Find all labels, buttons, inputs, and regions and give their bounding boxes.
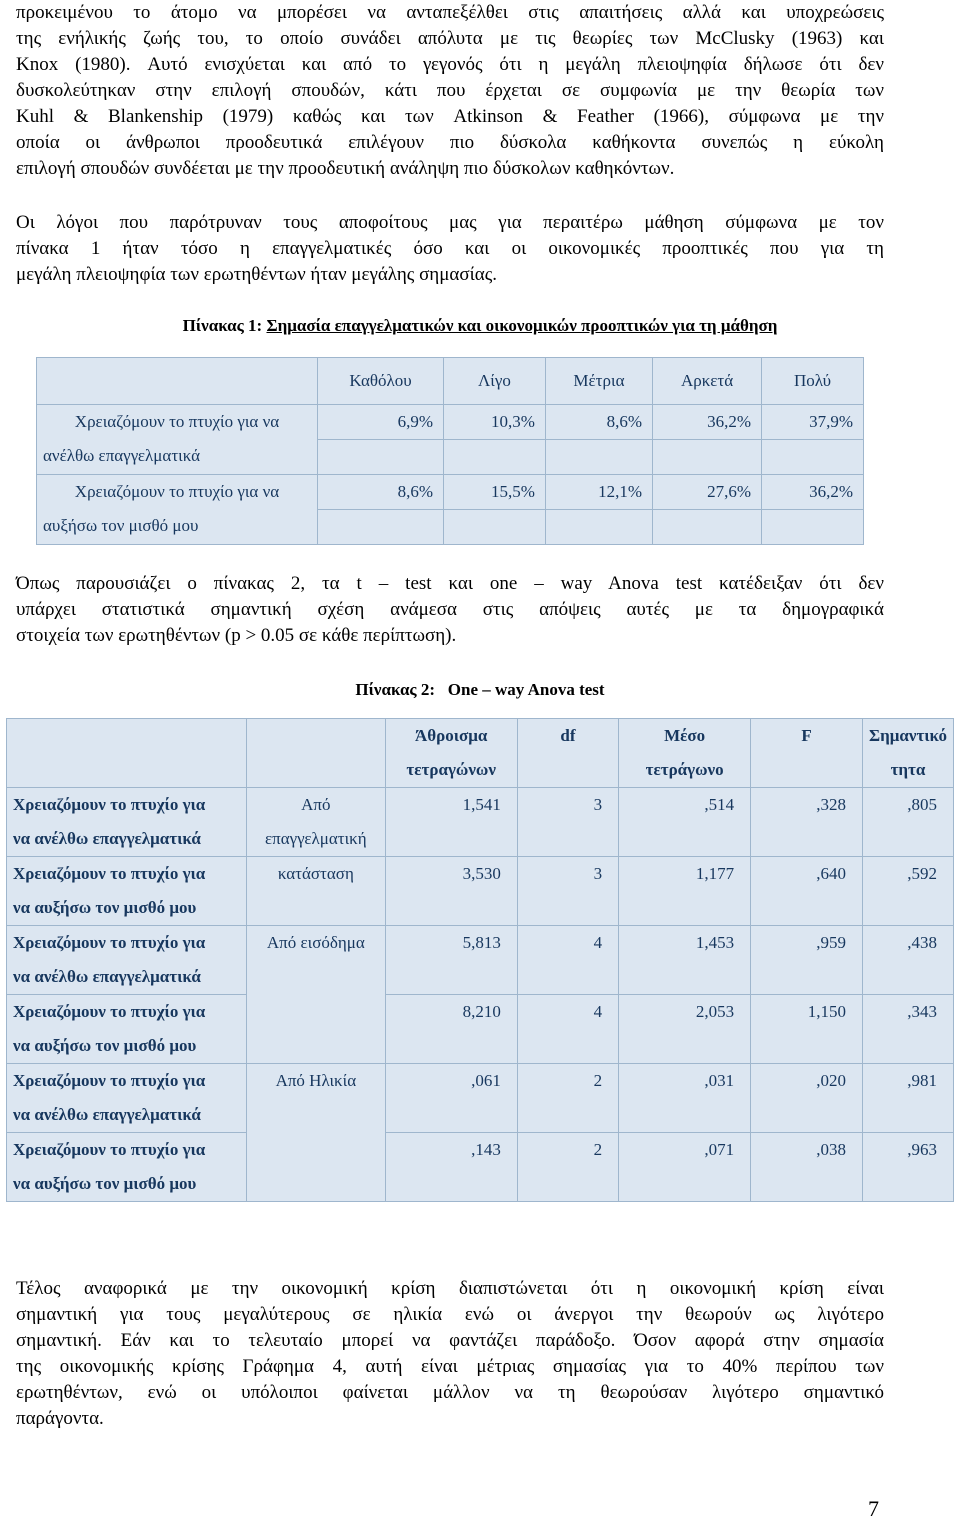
value-cell: ,020: [751, 1064, 863, 1133]
empty-cell: [545, 440, 652, 475]
value-cell: ,963: [862, 1133, 953, 1202]
empty-cell: [762, 510, 864, 545]
header-cell: Καθόλου: [318, 358, 444, 405]
table-row: [7, 788, 954, 857]
row-label: [37, 475, 318, 545]
text-line: στοιχεία των ερωτηθέντων (p > 0.05 σε κάθε περίπτωση).: [16, 625, 457, 646]
header-empty-cell: [7, 719, 247, 788]
value-cell: ,328: [751, 788, 863, 857]
empty-cell: [318, 440, 444, 475]
text-line: προκειμένου το άτομο να μπορέσει να ανταπεξέλθει στις απαιτήσεις αλλά και υποχρεώσεις: [16, 2, 884, 23]
value-cell: 1,177: [619, 857, 751, 926]
text-line: Knox (1980). Αυτό ενισχύεται και από το γεγονός ότι η μεγάλη πλειοψηφία δήλωσε ότι δεν: [16, 54, 884, 75]
row-label-line: να ανέλθω επαγγελματικά: [13, 829, 201, 848]
row-label-line: να αυξήσω τον μισθό μου: [13, 898, 197, 917]
text-line: πίνακα 1 ήταν τόσο η επαγγελματικές όσο και οι οικονομικές προοπτικές που για τη: [16, 238, 884, 259]
value-cell: ,071: [619, 1133, 751, 1202]
text-line: της οικονομικής κρίσης Γράφημα 4, αυτή είναι μέτριας σημασίας για το 40% περίπου των: [16, 1356, 884, 1377]
value-cell: 3: [517, 857, 618, 926]
page-number: 7: [868, 1496, 879, 1521]
row-label: [7, 995, 247, 1064]
row-label-line: Χρειαζόμουν το πτυχίο για: [13, 1002, 206, 1021]
header-empty-cell: [247, 719, 385, 788]
row-label-line: Χρειαζόμουν το πτυχίο για: [13, 795, 206, 814]
table-2-caption: [0, 680, 960, 700]
table-row: [7, 926, 954, 995]
text-line: οποία οι άνθρωποι προοδευτικά επιλέγουν πιο δύσκολα καθήκοντα συνεπώς η εύκολη: [16, 132, 884, 153]
row-label-line: αυξήσω τον μισθό μου: [43, 516, 199, 535]
value-cell: ,592: [862, 857, 953, 926]
group-label-age: Από Ηλικία: [247, 1064, 385, 1202]
paragraph-4: [16, 1276, 884, 1432]
group-label-income: Από εισόδημα: [247, 926, 385, 1064]
header-cell: [619, 719, 751, 788]
row-label-line: να ανέλθω επαγγελματικά: [13, 967, 201, 986]
paragraph-1: [16, 0, 884, 182]
value-cell: 4: [517, 926, 618, 995]
header-cell: [751, 719, 863, 788]
header-cell: [385, 719, 517, 788]
value-cell: ,038: [751, 1133, 863, 1202]
value-cell: ,959: [751, 926, 863, 995]
row-label-line: Χρειαζόμουν το πτυχίο για: [13, 1140, 206, 1159]
value-cell: ,061: [385, 1064, 517, 1133]
text-line: παράγοντα.: [16, 1408, 104, 1429]
value-cell: ,143: [385, 1133, 517, 1202]
value-cell: ,640: [751, 857, 863, 926]
row-label-line: Χρειαζόμουν το πτυχίο για: [13, 864, 206, 883]
value-cell: 3: [517, 788, 618, 857]
value-cell: 2,053: [619, 995, 751, 1064]
table-2-caption-title: One – way Anova test: [447, 680, 605, 699]
value-cell: 36,2%: [653, 405, 762, 440]
text-line: επιλογή σπουδών συνδέεται με την προοδευτική ανάληψη πιο δύσκολων καθηκόντων.: [16, 158, 675, 179]
header-line: τετράγωνο: [645, 760, 724, 779]
text-line: Τέλος αναφορικά με την οικονομική κρίση διαπιστώνεται ότι η οικονομική κρίση είναι: [16, 1278, 884, 1299]
header-line: [524, 753, 612, 787]
header-cell: [517, 719, 618, 788]
table-header-row: [37, 358, 864, 405]
paragraph-2: [16, 210, 884, 288]
row-label-line: Χρειαζόμουν το πτυχίο για να: [74, 412, 280, 431]
value-cell: 27,6%: [653, 475, 762, 510]
value-cell: 1,541: [385, 788, 517, 857]
table-1-caption-title: Σημασία επαγγελματικών και οικονομικών προοπτικών για τη μάθηση: [266, 316, 778, 335]
value-cell: ,438: [862, 926, 953, 995]
paragraph-3: [16, 571, 884, 649]
header-cell: Λίγο: [444, 358, 546, 405]
value-cell: ,031: [619, 1064, 751, 1133]
table-1-caption-prefix: Πίνακας 1:: [182, 316, 263, 335]
row-label: [7, 788, 247, 857]
value-cell: ,805: [862, 788, 953, 857]
row-label-line: να αυξήσω τον μισθό μου: [13, 1174, 197, 1193]
row-label-line: να αυξήσω τον μισθό μου: [13, 1036, 197, 1055]
value-cell: 37,9%: [762, 405, 864, 440]
text-line: ερωτηθέντων, ενώ οι υπόλοιποι φαίνεται μάλλον να τη θεωρούσαν λιγότερο σημαντικό: [16, 1382, 884, 1403]
row-label: [7, 926, 247, 995]
table-row: [37, 405, 864, 440]
table-header-row: [7, 719, 954, 788]
text-line: Όπως παρουσιάζει ο πίνακας 2, τα t – test και one – way Anova test κατέδειξαν ότι δεν: [16, 573, 884, 594]
header-cell: Πολύ: [762, 358, 864, 405]
row-label: [7, 857, 247, 926]
value-cell: 5,813: [385, 926, 517, 995]
empty-cell: [653, 510, 762, 545]
row-label: [7, 1133, 247, 1202]
value-cell: 3,530: [385, 857, 517, 926]
value-cell: 2: [517, 1133, 618, 1202]
header-line: [757, 753, 856, 787]
text-line: Οι λόγοι που παρότρυναν τους αποφοίτους μας για περαιτέρω μάθηση σύμφωνα με τον: [16, 212, 884, 233]
header-line: τετραγώνων: [406, 760, 496, 779]
row-label-line: Χρειαζόμουν το πτυχίο για: [13, 1071, 206, 1090]
row-label-line: Χρειαζόμουν το πτυχίο για να: [74, 482, 280, 501]
header-line: τητα: [890, 760, 926, 779]
empty-cell: [444, 440, 546, 475]
header-empty-cell: [37, 358, 318, 405]
header-cell: Μέτρια: [545, 358, 652, 405]
header-line: Σημαντικό: [868, 726, 947, 745]
empty-cell: [545, 510, 652, 545]
header-line: F: [801, 726, 812, 745]
text-line: σημαντική για τους μεγαλύτερους σε ηλικία ενώ οι άνεργοι την θεωρούν ως λιγότερο: [16, 1304, 884, 1325]
empty-cell: [444, 510, 546, 545]
empty-cell: [318, 510, 444, 545]
group-label-line: κατάσταση: [277, 864, 354, 883]
value-cell: 10,3%: [444, 405, 546, 440]
empty-cell: [762, 440, 864, 475]
table-1-caption: [0, 316, 960, 336]
header-line: Μέσο: [664, 726, 706, 745]
value-cell: 36,2%: [762, 475, 864, 510]
value-cell: 4: [517, 995, 618, 1064]
value-cell: 1,453: [619, 926, 751, 995]
empty-cell: [653, 440, 762, 475]
group-label-professional-cont: [247, 857, 385, 926]
value-cell: 8,6%: [318, 475, 444, 510]
value-cell: 8,6%: [545, 405, 652, 440]
text-line: της ενήλικής ζωής του, το οποίο συνάδει απόλυτα με τις θεωρίες των McClusky (1963) και: [16, 28, 884, 49]
value-cell: ,343: [862, 995, 953, 1064]
text-line: μεγάλη πλειοψηφία των ερωτηθέντων ήταν μεγάλης σημασίας.: [16, 264, 497, 285]
table-1: [36, 357, 864, 545]
group-label-line: Από: [301, 795, 331, 814]
table-row: [7, 995, 954, 1064]
text-line: Kuhl & Blankenship (1979) καθώς και των Atkinson & Feather (1966), σύμφωνα με την: [16, 106, 884, 127]
value-cell: ,981: [862, 1064, 953, 1133]
value-cell: 12,1%: [545, 475, 652, 510]
table-row: [37, 475, 864, 510]
table-2: [6, 718, 954, 1202]
table-row: [7, 1064, 954, 1133]
table-row: [7, 1133, 954, 1202]
group-label-line: επαγγελματική: [265, 829, 367, 848]
text-line: σημαντική. Εάν και το τελευταίο μπορεί να φαντάζει παράδοξο. Όσον αφορά στην σημασία: [16, 1330, 884, 1351]
value-cell: ,514: [619, 788, 751, 857]
group-label-professional: [247, 788, 385, 857]
header-cell: Αρκετά: [653, 358, 762, 405]
row-label: [7, 1064, 247, 1133]
row-label-line: να ανέλθω επαγγελματικά: [13, 1105, 201, 1124]
table-2-caption-prefix: Πίνακας 2:: [355, 680, 436, 699]
value-cell: 15,5%: [444, 475, 546, 510]
text-line: υπάρχει στατιστικά σημαντική σχέση ανάμεσα στις απόψεις αυτές με τα δημογραφικά: [16, 599, 884, 620]
header-cell: [862, 719, 953, 788]
text-line: δυσκολεύτηκαν στην επιλογή σπουδών, κάτι που έρχεται σε συμφωνία με την θεωρία των: [16, 80, 884, 101]
header-line: Άθροισμα: [414, 726, 488, 745]
row-label-line: Χρειαζόμουν το πτυχίο για: [13, 933, 206, 952]
value-cell: 6,9%: [318, 405, 444, 440]
value-cell: 2: [517, 1064, 618, 1133]
value-cell: 8,210: [385, 995, 517, 1064]
row-label: [37, 405, 318, 475]
header-line: df: [560, 726, 576, 745]
table-row: [7, 857, 954, 926]
row-label-line: ανέλθω επαγγελματικά: [43, 446, 201, 465]
value-cell: 1,150: [751, 995, 863, 1064]
